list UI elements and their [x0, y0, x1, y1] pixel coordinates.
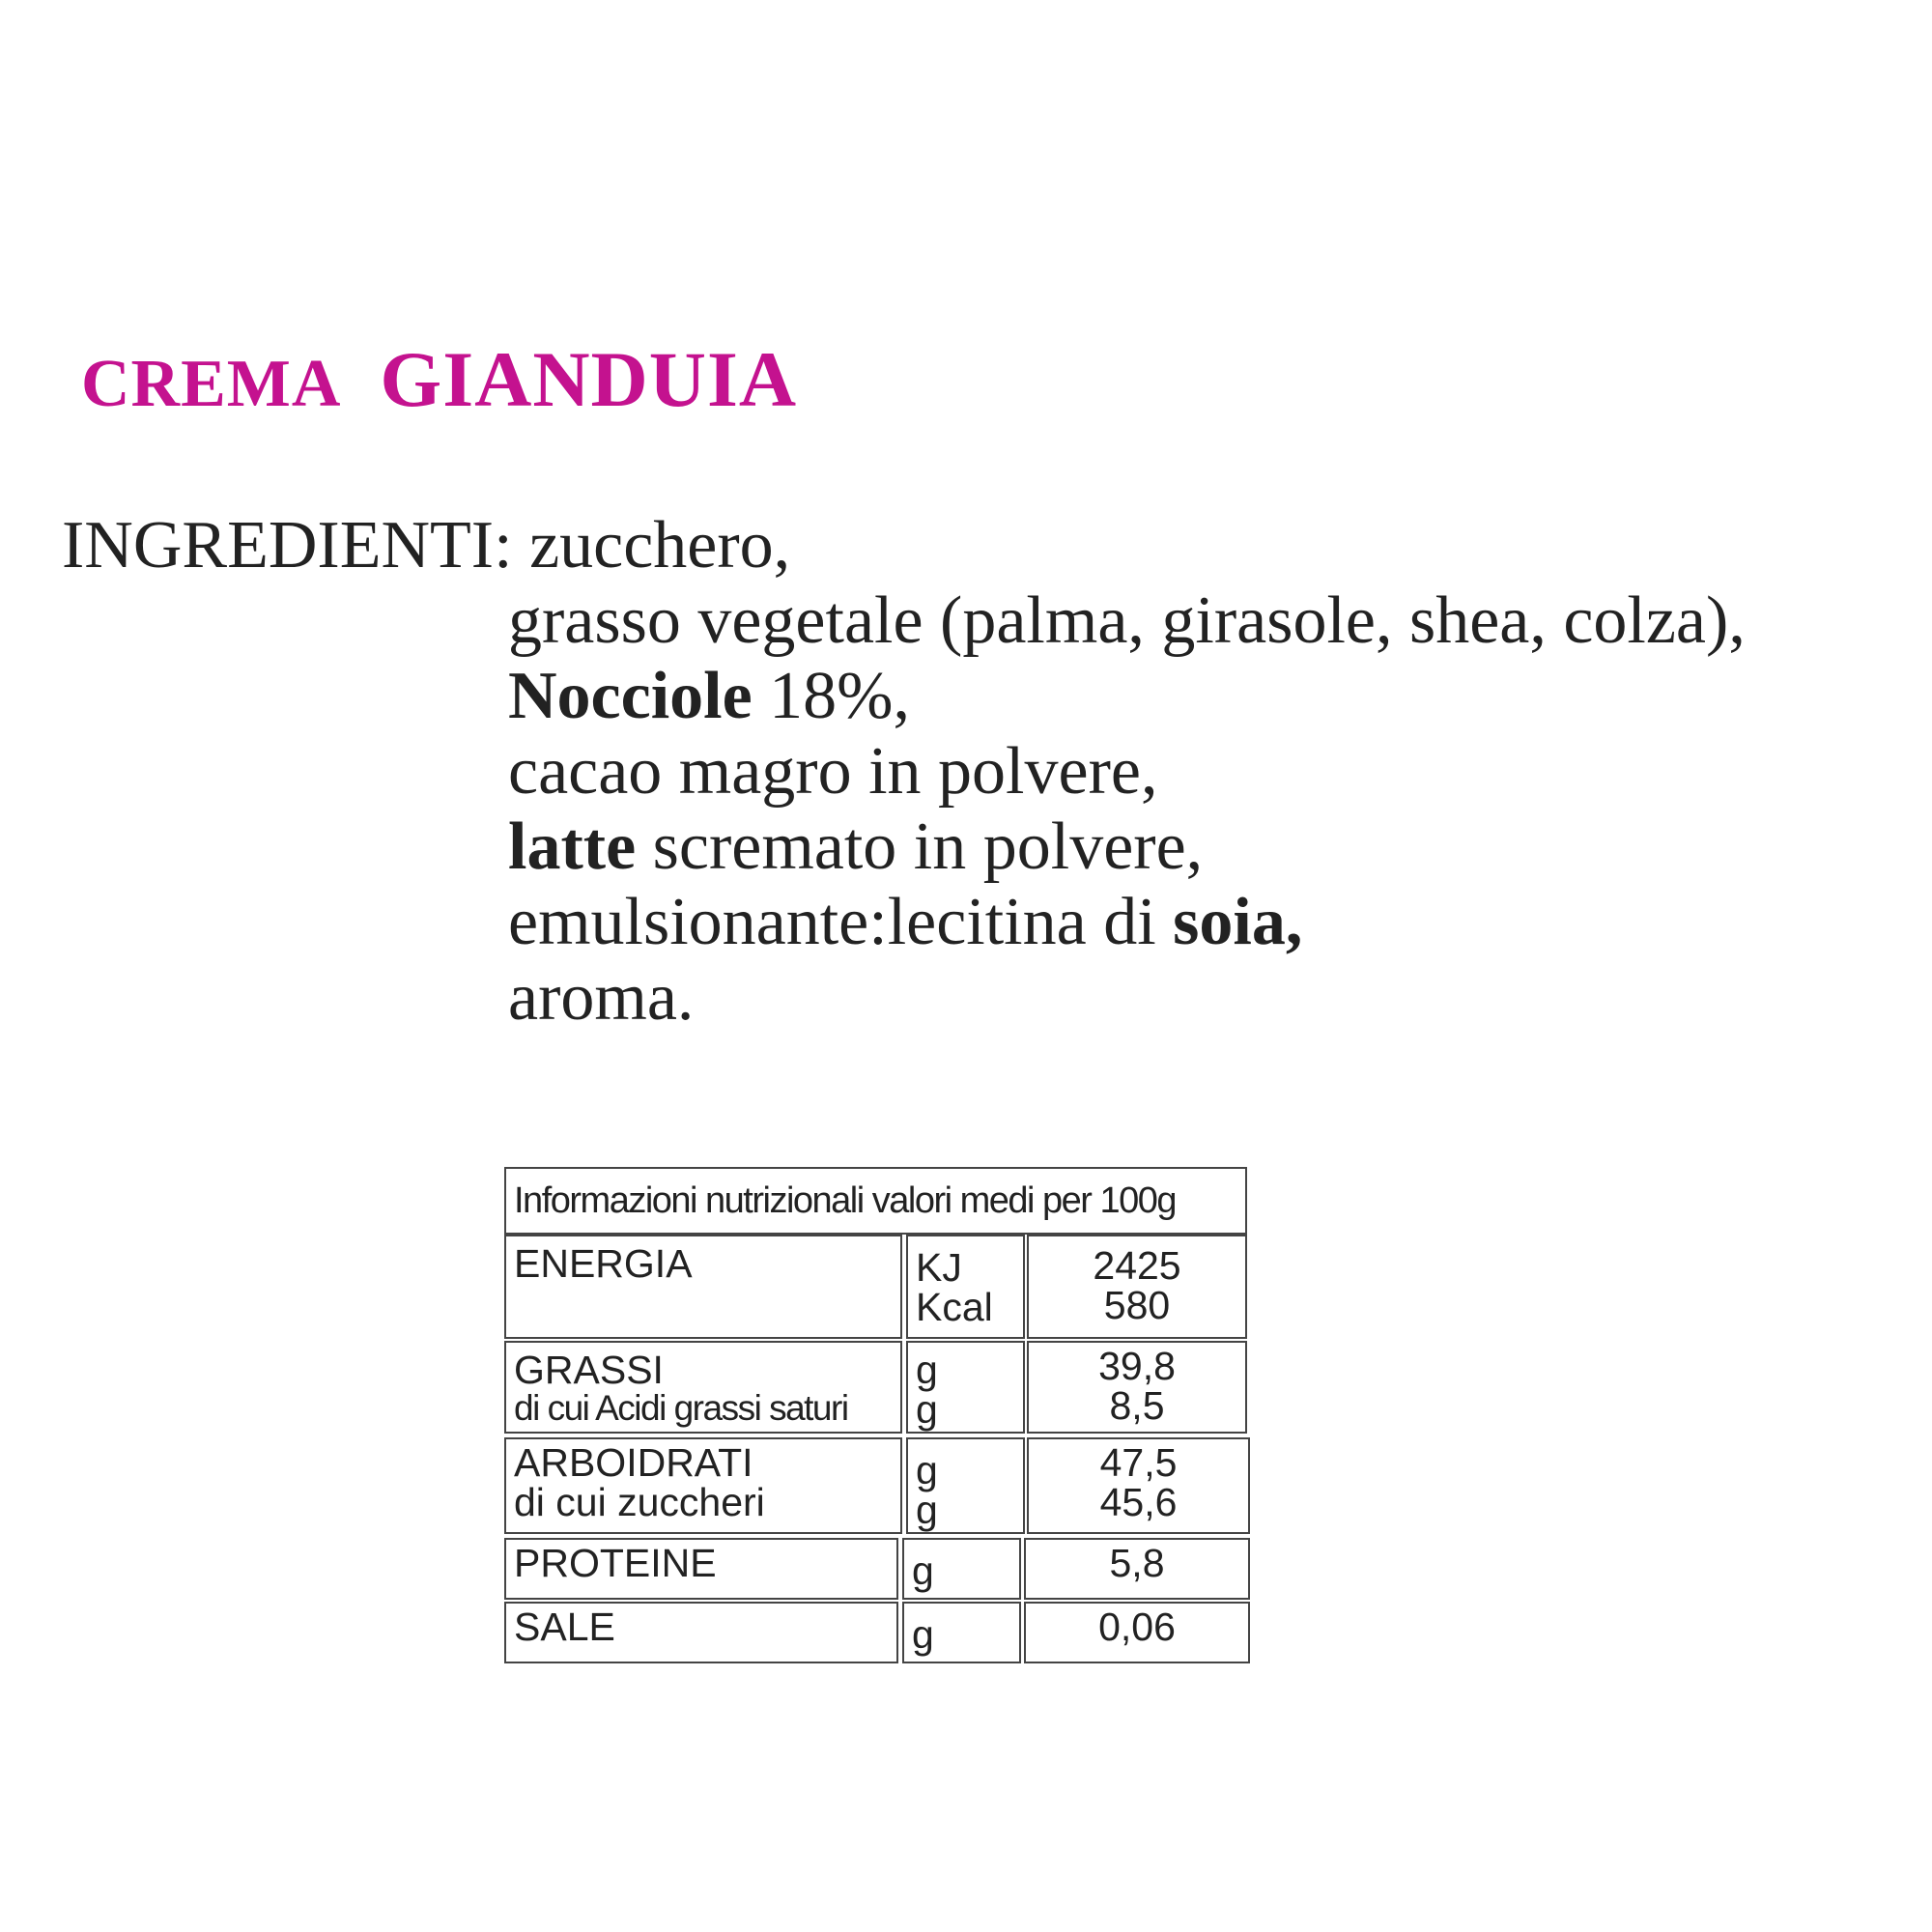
grassi-unit: g	[916, 1348, 938, 1392]
carboidrati-title: ARBOIDRATI	[514, 1440, 753, 1485]
allergen-soia: soia,	[1173, 885, 1303, 959]
zuccheri-unit: g	[916, 1488, 938, 1532]
carboidrati-label	[504, 1437, 902, 1534]
proteine-label: PROTEINE	[504, 1538, 898, 1600]
value-kcal: 580	[1103, 1283, 1171, 1327]
grassi-title: GRASSI	[514, 1348, 664, 1392]
product-title	[81, 335, 798, 423]
grassi-values	[1027, 1341, 1247, 1434]
value-kj: 2425	[1093, 1243, 1181, 1288]
grassi-value: 39,8	[1098, 1344, 1176, 1388]
sale-unit: g	[902, 1602, 1021, 1663]
sale-label: SALE	[504, 1602, 898, 1663]
allergen-latte: latte	[508, 810, 637, 884]
grassi-saturi-value: 8,5	[1109, 1383, 1165, 1428]
ingredients-label: INGREDIENTI:	[62, 508, 513, 582]
proteine-value: 5,8	[1024, 1538, 1250, 1600]
ingredient-emulsionante	[508, 885, 1303, 959]
grassi-units	[906, 1341, 1025, 1434]
allergen-nocciole: Nocciole	[508, 659, 753, 733]
energia-label: ENERGIA	[504, 1235, 902, 1339]
energia-units	[906, 1235, 1025, 1339]
carboidrati-value: 47,5	[1099, 1440, 1178, 1485]
nocciole-percent: 18%,	[769, 659, 910, 733]
grassi-saturi-unit: g	[916, 1387, 938, 1432]
ingredient-cacao: cacao magro in polvere,	[508, 734, 1158, 809]
nutrition-header: Informazioni nutrizionali valori medi per 100g	[504, 1167, 1247, 1235]
title-word-crema: CREMA	[81, 347, 342, 421]
ingredient-zucchero: zucchero,	[529, 508, 791, 582]
carboidrati-units	[906, 1437, 1025, 1534]
energia-values	[1027, 1235, 1247, 1339]
ingredient-aroma: aroma.	[508, 960, 695, 1035]
zuccheri-value: 45,6	[1099, 1480, 1178, 1524]
latte-rest: scremato in polvere,	[652, 810, 1204, 884]
unit-kcal: Kcal	[916, 1285, 993, 1329]
ingredients-heading-line	[62, 508, 791, 582]
carboidrati-values	[1027, 1437, 1250, 1534]
unit-kj: KJ	[916, 1245, 962, 1290]
sale-value: 0,06	[1024, 1602, 1250, 1663]
ingredient-latte	[508, 810, 1204, 884]
title-word-gianduia: GIANDUIA	[380, 335, 798, 423]
ingredient-grasso-vegetale: grasso vegetale (palma, girasole, shea, colza),	[508, 583, 1746, 658]
zuccheri-label: di cui zuccheri	[514, 1480, 765, 1524]
grassi-saturi-label: di cui Acidi grassi saturi	[514, 1388, 848, 1428]
carboidrati-unit: g	[916, 1448, 938, 1492]
proteine-unit: g	[902, 1538, 1021, 1600]
grassi-label	[504, 1341, 902, 1434]
ingredient-nocciole	[508, 659, 910, 733]
emulsionante-text: emulsionante:lecitina di	[508, 885, 1156, 959]
